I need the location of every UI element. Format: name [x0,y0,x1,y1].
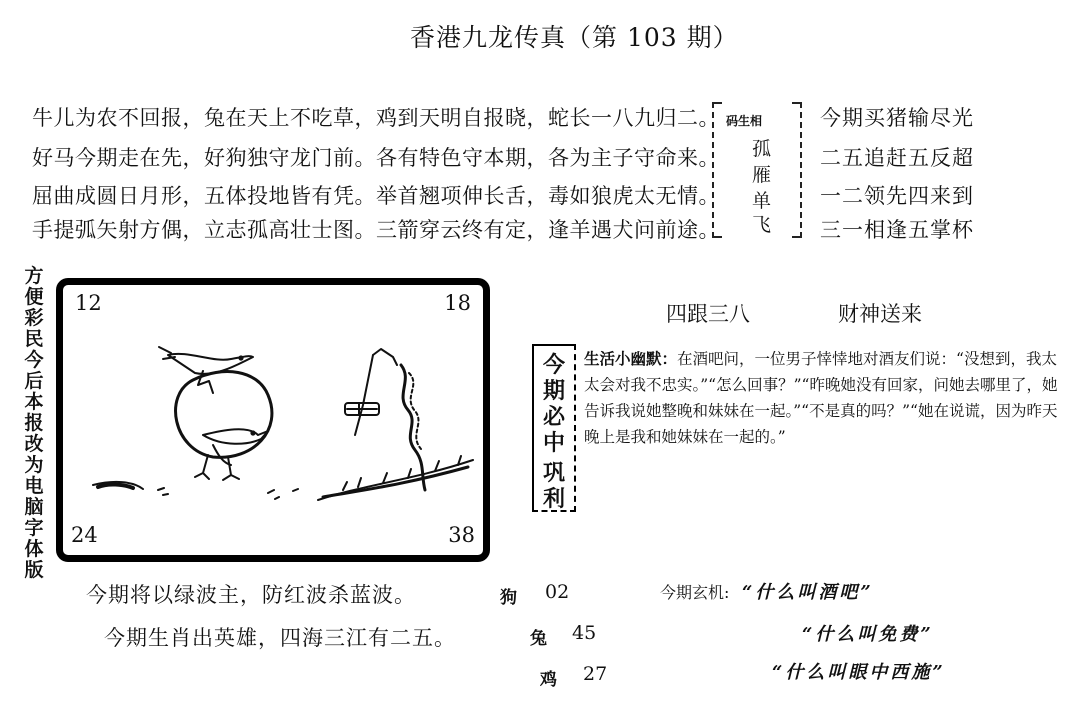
right-line-3: 一二领先四来到 [820,184,974,208]
bracket-left [712,102,722,238]
right-line-4: 三一相逢五掌杯 [820,218,974,242]
poem-line-2: 好马今期走在先，好狗独守龙门前。各有特色守本期，各为主子守命来。 [32,146,720,170]
humor-paragraph [584,346,1066,450]
right-line-2: 二五追赶五反超 [820,146,974,170]
must-win-char-3: 必 [543,404,566,430]
bracket-right [792,102,802,238]
zodiac-animal-2: 兔 [530,629,547,649]
vbox-char-2: 雁 [752,164,772,186]
zodiac-number-3: 27 [583,663,608,685]
corner-number-tl: 12 [75,291,102,315]
tag-god-of-wealth: 财神送来 [838,302,922,326]
humor-title: 生活小幽默： [584,349,678,368]
zodiac-number-1: 02 [545,581,570,603]
poem-line-4: 手提弧矢射方偶，立志孤高壮士图。三箭穿云终有定，逢羊遇犬问前途。 [32,218,720,242]
bird-snake-illustration [63,285,483,555]
vbox-char-4: 飞 [752,214,772,236]
must-win-box [532,344,576,512]
poem-line-3: 屈曲成圆日月形，五体投地皆有凭。举首翘项伸长舌，毒如狼虎太无情。 [32,184,720,208]
must-win-char-2: 期 [543,378,566,404]
bottom-line-2: 今期生肖出英雄，四海三江有二五。 [104,626,456,650]
must-win-char-5: 巩 [543,460,566,486]
humor-body: 在酒吧问，一位男子悻悻地对酒友们说：“没想到，我太太会对我不忠实。”“怎么回事？”“昨晚她没有回家，问她去哪里了，她告诉我说她整晚和妹妹在一起。”“不是真的吗？”“她在说谎，因为昨天晚上是我和她妹妹在一起的。” [584,350,1058,446]
vbox-char-1: 孤 [752,138,772,160]
zodiac-animal-3: 鸡 [540,670,557,690]
tag-four-three-eight: 四跟三八 [666,302,750,326]
vbox-head: 码生相 [726,114,763,128]
zodiac-number-2: 45 [572,622,597,644]
mystery-quote-2: “什么叫免费” [802,624,934,645]
mystery-quote-3: “什么叫眼中西施” [772,662,946,683]
zodiac-animal-1: 狗 [500,588,517,608]
side-vertical-notice: 方便彩民今后本报改为电脑字体版 [24,265,44,581]
must-win-char-1: 今 [543,352,566,378]
page-title: 香港九龙传真（第 103 期） [410,23,739,52]
vbox-char-3: 单 [752,190,772,212]
corner-number-bl: 24 [71,523,98,547]
must-win-char-6: 利 [543,486,566,512]
riddle-picture [56,278,490,562]
corner-number-br: 38 [448,523,475,547]
mystery-label: 今期玄机: [660,583,730,602]
poem-line-1: 牛儿为农不回报，兔在天上不吃草，鸡到天明自报晓，蛇长一八九归二。 [32,106,720,130]
right-line-1: 今期买猪输尽光 [820,106,974,130]
must-win-char-4: 中 [543,430,566,456]
mystery-quote-1: “什么叫酒吧” [742,582,874,603]
lone-goose-box [712,102,802,234]
corner-number-tr: 18 [444,291,471,315]
bottom-line-1: 今期将以绿波主，防红波杀蓝波。 [86,583,416,607]
